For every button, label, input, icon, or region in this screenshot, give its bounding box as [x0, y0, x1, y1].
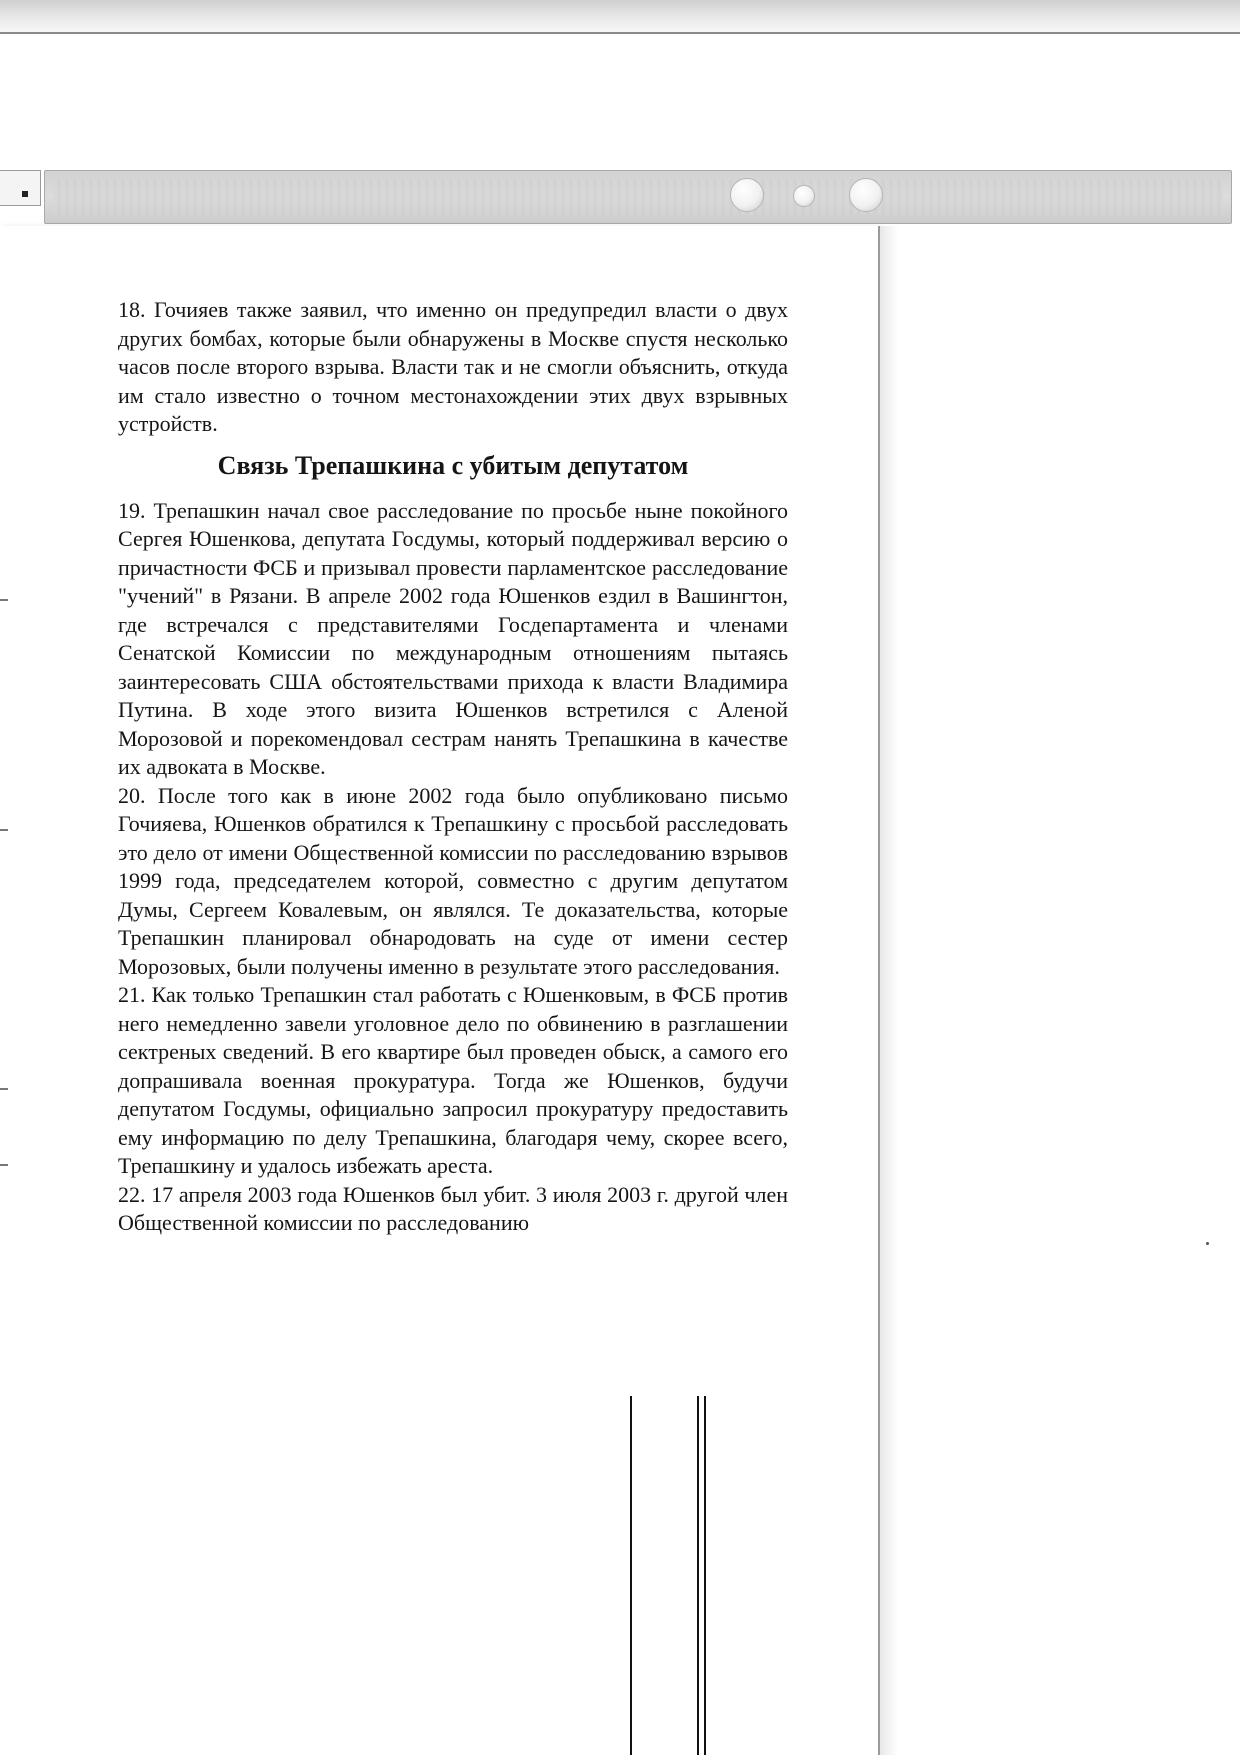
section-heading: Связь Трепашкина с убитым депутатом: [217, 450, 689, 480]
binder-marker-icon: [22, 191, 28, 197]
binder-bar: [44, 170, 1232, 224]
margin-mark: [0, 1088, 8, 1090]
binder-strip: [0, 166, 1234, 226]
paragraph-21: 21. Как только Трепашкин стал работать с Юшенковым, в ФСБ против него немедленно завели уголовное дело по обвинению в разглашении сектреных сведений. В его квартире был проведен обыск, а самого его допрашивала военная прокуратура. Тогда же Юшенков, будучи депутатом Госдумы, официально запросил прокуратуру предоставить ему информацию по делу Трепашкина, благодаря чему, скорее всего, Трепашкину и удалось избежать ареста.: [118, 982, 788, 1178]
paragraph-18: 18. Гочияев также заявил, что именно он предупредил власти о двух других бомбах, которые были обнаружены в Москве спустя несколько часов после второго взрыва. Власти так и не смогли объяснить, откуда им стало известно о точном местонахождении этих двух взрывных устройств.: [118, 297, 788, 436]
binder-ring-icon: [793, 185, 815, 207]
binder-ring-icon: [849, 178, 883, 212]
margin-mark: [0, 829, 8, 831]
document-page: [0, 226, 880, 1755]
binder-ring-icon: [730, 178, 764, 212]
scan-speck: [1206, 1242, 1209, 1245]
binder-tab: [0, 170, 41, 206]
scanner-top-edge: [0, 0, 1240, 34]
scan-line-right-2: [704, 1396, 706, 1755]
paragraph-22: 22. 17 апреля 2003 года Юшенков был убит. 3 июля 2003 г. другой член Общественной комиссии по расследованию: [118, 1181, 788, 1235]
margin-mark: [0, 599, 8, 601]
document-body: [118, 296, 788, 1238]
margin-mark: [0, 1164, 8, 1166]
paragraph-19: 19. Трепашкин начал свое расследование по просьбе ныне покойного Сергея Юшенкова, депутата Госдумы, который поддерживал версию о причастности ФСБ и призывал провести парламентское расследование "учений" в Рязани. В апреле 2002 года Юшенков ездил в Вашингтон, где встречался с представителями Госдепартамента и членами Сенатской Комиссии по международным отношениям пытаясь заинтересовать США обстоятельствами прихода к власти Владимира Путина. В ходе этого визита Юшенков встретился с Аленой Морозовой и порекомендовал сестрам нанять Трепашкина в качестве их адвоката в Москве.: [118, 497, 788, 779]
page-edge-shadow: [880, 226, 898, 1755]
scan-line-left: [630, 1396, 632, 1755]
scan-line-right: [697, 1396, 699, 1755]
paragraph-20: 20. После того как в июне 2002 года было опубликовано письмо Гочияева, Юшенков обратился к Трепашкину с просьбой расследовать это дело от имени Общественной комиссии по расследованию взрывов 1999 года, председателем которой, совместно с другим депутатом Думы, Сергеем Ковалевым, он являлся. Те доказательства, которые Трепашкин планировал обнародовать на суде от имени сестер Морозовых, были получены именно в результате этого расследования.: [118, 782, 788, 979]
